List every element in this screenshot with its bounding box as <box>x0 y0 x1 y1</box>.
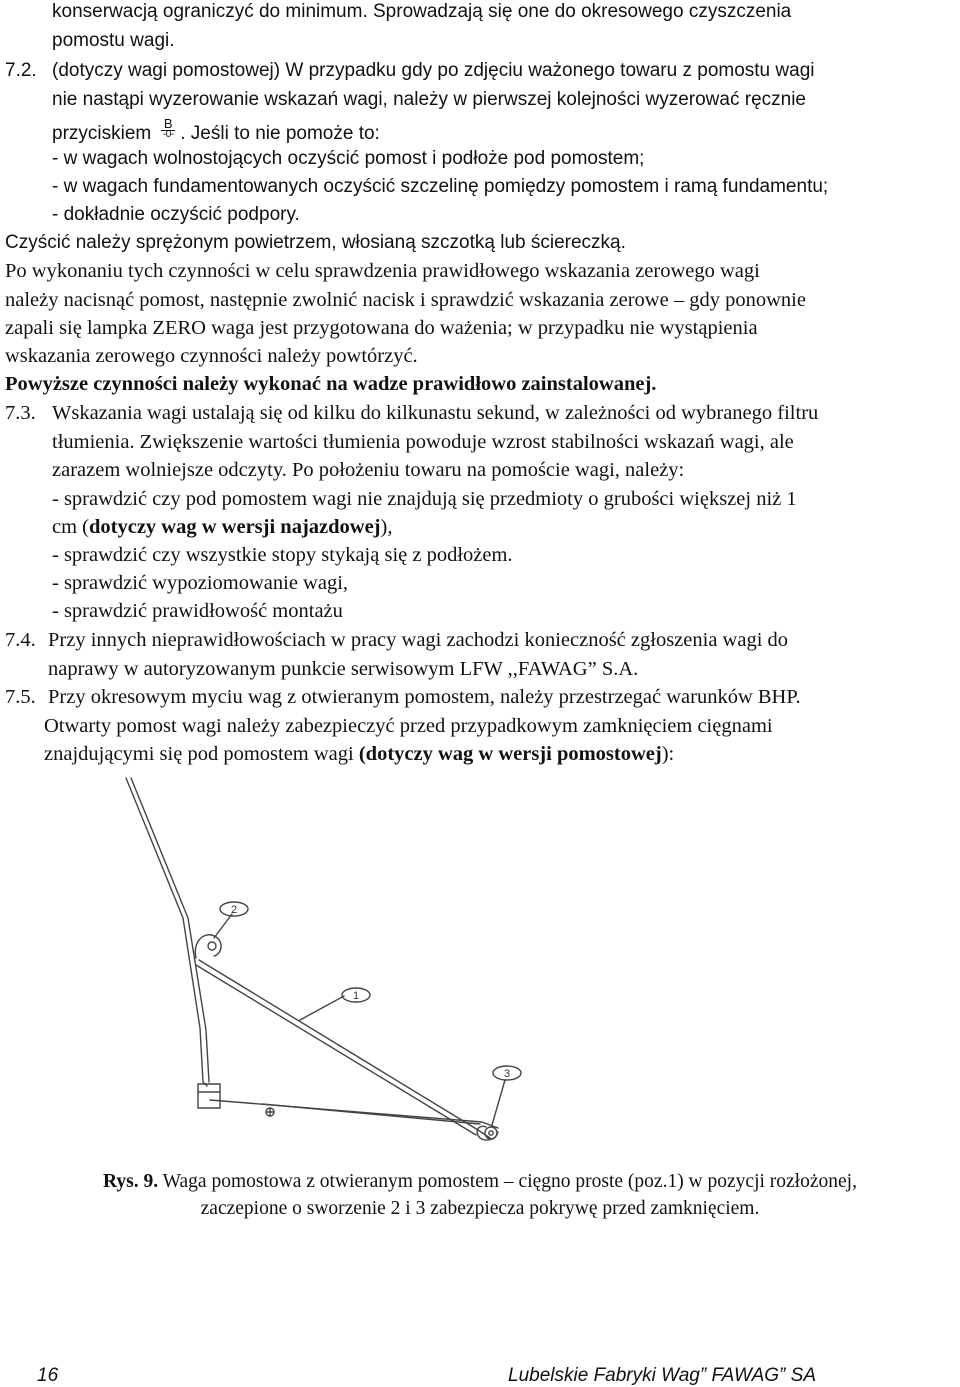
footer-company: Lubelskie Fabryki Wag” FAWAG” SA <box>508 1365 816 1386</box>
caption-text: Waga pomostowa z otwieranym pomostem – cięgno proste (poz.1) w pozycji rozłożonej, <box>158 1171 857 1192</box>
leader-2 <box>214 914 232 938</box>
page-number: 16 <box>37 1365 59 1386</box>
text-line: Wskazania wagi ustalają się od kilku do kilkunastu sekund, w zależności od wybranego filtru <box>52 402 819 424</box>
section-number: 7.4. <box>5 629 36 651</box>
list-item: - w wagach wolnostojących oczyścić pomost i podłoże pod pomostem; <box>52 148 645 169</box>
paragraph-line <box>44 744 674 765</box>
bold-note: Powyższe czynności należy wykonać na wadze prawidłowo zainstalowanej. <box>5 373 657 395</box>
paragraph-line <box>5 318 958 339</box>
list-item: - sprawdzić wypoziomowanie wagi, <box>52 572 349 594</box>
text-line: należy nacisnąć pomost, następnie zwolnić nacisk i sprawdzić wskazania zerowe – gdy ponownie <box>5 289 806 311</box>
paragraph-line <box>52 403 958 424</box>
scale-figure <box>0 770 960 1170</box>
text-line: (dotyczy wagi pomostowej) W przypadku gdy po zdjęciu ważonego towaru z pomostu wagi <box>52 60 815 81</box>
paragraph-line <box>5 290 958 311</box>
text-line: Przy okresowym myciu wag z otwieranym pomostem, należy przestrzegać warunków BHP. <box>48 686 801 708</box>
paragraph-line <box>52 432 958 453</box>
text-fragment: . Jeśli to nie pomoże to: <box>180 123 380 144</box>
list-item: - sprawdzić czy wszystkie stopy stykają się z podłożem. <box>52 544 513 566</box>
zero-button-icon <box>157 118 179 144</box>
platform-lid <box>126 778 207 1086</box>
pin-2 <box>208 942 216 950</box>
text-line: Po wykonaniu tych czynności w celu sprawdzenia prawidłowego wskazania zerowego wagi <box>5 260 760 282</box>
frame-base-lower <box>262 1104 480 1124</box>
list-item: - sprawdzić czy pod pomostem wagi nie znajdują się przedmioty o grubości większej niż 1 <box>52 488 797 510</box>
hinge-block <box>198 1084 220 1108</box>
text-line: Czyścić należy sprężonym powietrzem, włosianą szczotką lub ściereczką. <box>5 232 626 253</box>
text-line: zarazem wolniejsze odczyty. Po położeniu towaru na pomoście wagi, należy: <box>52 459 685 481</box>
text-fragment: cm ( <box>52 516 89 538</box>
paragraph-line <box>52 2 958 21</box>
text-fragment: znajdującymi się pod pomostem wagi <box>44 743 359 765</box>
caption-label: Rys. 9. <box>103 1171 159 1192</box>
list-item: - sprawdzić prawidłowość montażu <box>52 600 343 622</box>
label-2: 2 <box>230 904 238 916</box>
figure-caption-line-1 <box>0 1172 960 1192</box>
label-3: 3 <box>503 1068 511 1080</box>
section-number: 7.3. <box>5 402 36 424</box>
figure-caption-line-2: zaczepione o sworzenie 2 i 3 zabezpiecza pokrywę przed zamknięciem. <box>200 1198 760 1219</box>
label-1: 1 <box>352 990 360 1002</box>
text-fragment: ): <box>661 743 675 765</box>
section-number: 7.2. <box>5 60 37 81</box>
paragraph-line <box>5 261 958 282</box>
text-line: konserwacją ograniczyć do minimum. Sprowadzają się one do okresowego czyszczenia <box>52 1 792 22</box>
text-line: pomostu wagi. <box>52 30 175 51</box>
bold-fragment: (dotyczy wag w wersji pomostowej <box>358 743 662 765</box>
zero-button-key-label: B <box>163 116 173 131</box>
section-number: 7.5. <box>5 686 36 708</box>
list-item: - dokładnie oczyścić podpory. <box>52 204 300 225</box>
text-line: nie nastąpi wyzerowanie wskazań wagi, należy w pierwszej kolejności wyzerować ręcznie <box>52 89 806 110</box>
text-line: Otwarty pomost wagi należy zabezpieczyć przed przypadkowym zamknięciem cięgnami <box>44 715 773 737</box>
text-fragment: ), <box>380 516 393 538</box>
frame-base <box>210 1100 498 1128</box>
text-line: wskazania zerowego czynności należy powtórzyć. <box>5 345 418 367</box>
text-line: zapali się lampka ZERO waga jest przygotowana do ważenia; w przypadku nie wystąpienia <box>5 317 758 339</box>
leader-1 <box>300 996 344 1020</box>
text-line: naprawy w autoryzowanym punkcie serwisowym LFW ,,FAWAG” S.A. <box>48 658 639 680</box>
platform-lid-inner <box>131 778 209 1082</box>
zero-button-zero-label: -0- <box>162 129 174 140</box>
pin-3-center <box>489 1131 493 1135</box>
text-line: Przy innych nieprawidłowościach w pracy wagi zachodzi konieczność zgłoszenia wagi do <box>48 629 789 651</box>
list-item <box>52 517 392 538</box>
leader-3 <box>492 1080 505 1125</box>
text-fragment: przyciskiem <box>52 123 152 144</box>
text-line: tłumienia. Zwiększenie wartości tłumienia powoduje wzrost stabilności wskazań wagi, ale <box>52 431 794 453</box>
paragraph-line <box>52 118 380 144</box>
bold-fragment: dotyczy wag w wersji najazdowej <box>89 516 381 538</box>
list-item: - w wagach fundamentowanych oczyścić szczelinę pomiędzy pomostem i ramą fundamentu; <box>52 176 829 197</box>
